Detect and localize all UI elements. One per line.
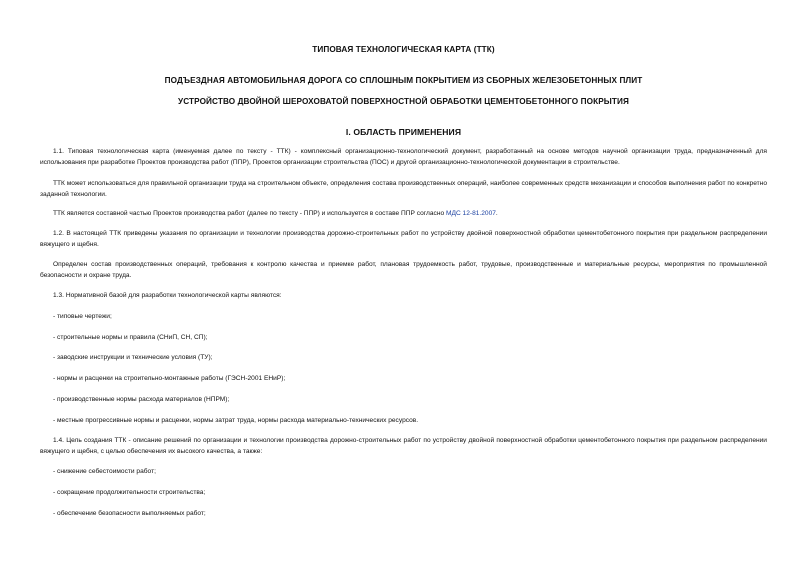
road-title: ПОДЪЕЗДНАЯ АВТОМОБИЛЬНАЯ ДОРОГА СО СПЛОШНЫМ ПОКРЫТИЕМ ИЗ СБОРНЫХ ЖЕЛЕЗОБЕТОННЫХ ПЛИТ [164,76,643,85]
list-item: - сокращение продолжительности строительства; [53,489,206,496]
list-item: - производственные нормы расхода материалов (НПРМ); [53,396,230,403]
list-item: - заводские инструкции и технические условия (ТУ); [53,354,213,361]
list-item: - местные прогрессивные нормы и расценки, нормы затрат труда, нормы расхода материально-технических ресурсов. [53,417,419,424]
paragraph-ttk-part-end: . [495,210,498,217]
list-item: - обеспечение безопасности выполняемых работ; [53,510,206,517]
paragraph-ttk-use: ТТК может использоваться для правильной организации труда на строительном объекте, определения состава производственных операций, наиболее современных средств механизации и способов выполнения работ по конкретно заданной технологии. [40,180,767,198]
list-item: - строительные нормы и правила (СНиП, СН, СП); [53,334,208,341]
paragraph-1-2: 1.2. В настоящей ТТК приведены указания по организации и технологии производства дорожно-строительных работ по устройству двойной поверхностной обработки цементобетонного покрытия при раздельном распределении вяжущего и щебня. [40,230,767,248]
mds-12-81-link[interactable]: МДС 12-81.2007 [445,210,496,217]
document-type-title: ТИПОВАЯ ТЕХНОЛОГИЧЕСКАЯ КАРТА (ТТК) [312,45,495,54]
paragraph-ttk-part [40,208,767,219]
paragraph-1-3: 1.3. Нормативной базой для разработки технологической карты являются: [53,292,282,299]
paragraph-1-4: 1.4. Цель создания ТТК - описание решений по организации и технологии производства дорожно-строительных работ по устройству двойной поверхностной обработки цементобетонного покрытия при раздельном распределении вяжущего и щебня, с целью обеспечения их высокого качества, а также: [40,437,767,455]
paragraph-1-1: 1.1. Типовая технологическая карта (именуемая далее по тексту - ТТК) - комплексный организационно-технологический документ, разработанный на основе методов научной организации труда, предназначенный для использования при разработке Проектов производства работ (ППР), Проектов организации строительства (ПОС) и другой организационно-технологической документации в строительстве. [40,148,767,166]
work-title: УСТРОЙСТВО ДВОЙНОЙ ШЕРОХОВАТОЙ ПОВЕРХНОСТНОЙ ОБРАБОТКИ ЦЕМЕНТОБЕТОННОГО ПОКРЫТИЯ [178,97,629,106]
list-item: - нормы и расценки на строительно-монтажные работы (ГЭСН-2001 ЕНиР); [53,375,286,382]
paragraph-ttk-part-text: ТТК является составной частью Проектов производства работ (далее по тексту - ППР) и используется в составе ППР согласно [53,210,446,217]
list-item: - снижение себестоимости работ; [53,468,156,475]
section-title: I. ОБЛАСТЬ ПРИМЕНЕНИЯ [345,127,462,137]
paragraph-defined: Определен состав производственных операций, требования к контролю качества и приемке работ, плановая трудоемкость работ, трудовые, производственные и материальные ресурсы, мероприятия по промышленной безопасности и охране труда. [40,261,767,279]
list-item: - типовые чертежи; [53,313,112,320]
